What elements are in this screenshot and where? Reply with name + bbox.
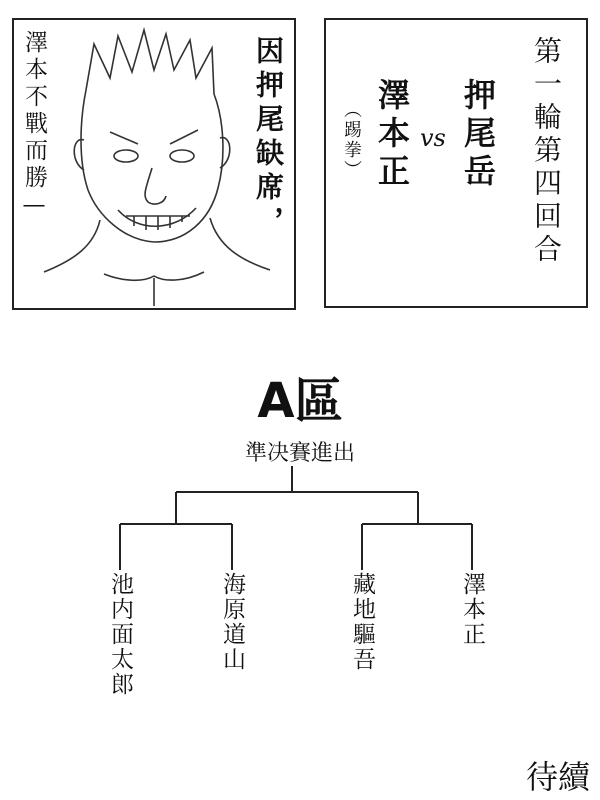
- bracket-stage-label: 準决賽進出: [244, 441, 355, 466]
- bracket-entrant-4: 澤本正: [459, 572, 485, 647]
- vs-label: vs: [420, 124, 446, 152]
- round-label: 第一輪第四回合: [530, 36, 563, 267]
- bracket-entrant-2: 海原道山: [219, 572, 245, 672]
- speech-caption: 因押尾缺席，: [252, 36, 285, 240]
- side-caption: 澤本不戰而勝—: [21, 30, 47, 222]
- to-be-continued: 待續: [525, 758, 590, 796]
- fighter-a-name: 押尾岳: [459, 78, 497, 192]
- fighter-b-style: （踢拳）: [341, 100, 362, 180]
- fighter-b-name: 澤本正: [373, 78, 411, 192]
- bracket-title: A區: [257, 373, 343, 429]
- bracket-entrant-1: 池内面太郎: [107, 572, 133, 697]
- bracket-entrant-3: 藏地驅吾: [349, 572, 375, 672]
